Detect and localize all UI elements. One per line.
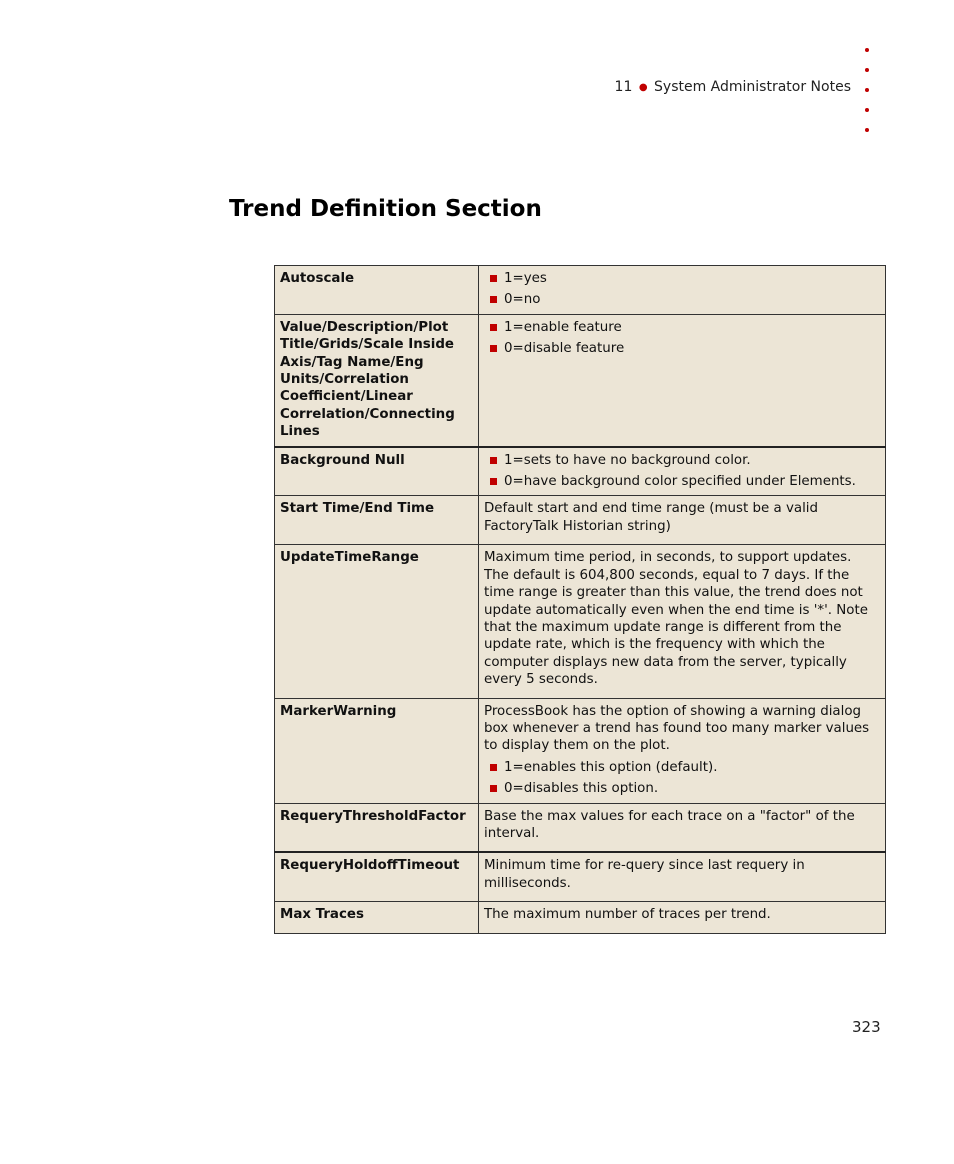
list-item — [484, 340, 880, 357]
list-item-text: 1=yes — [504, 271, 547, 286]
setting-description — [479, 902, 886, 933]
setting-name: RequeryHoldoffTimeout — [275, 852, 479, 901]
setting-name: Background Null — [275, 447, 479, 496]
table-row — [275, 545, 886, 698]
setting-name: MarkerWarning — [275, 698, 479, 803]
setting-name: RequeryThresholdFactor — [275, 803, 479, 852]
list-item-text: 1=enables this option (default). — [504, 759, 718, 775]
list-item — [484, 291, 880, 308]
page-number: 323 — [852, 1018, 881, 1036]
square-bullet-icon — [490, 324, 497, 331]
square-bullet-icon — [490, 345, 497, 352]
list-item — [484, 270, 880, 287]
bullet-list — [484, 270, 880, 309]
list-item — [484, 473, 880, 490]
table-row — [275, 266, 886, 315]
list-item — [484, 452, 880, 469]
list-item — [484, 780, 880, 797]
table-row — [275, 803, 886, 852]
section-title: Trend Definition Section — [229, 196, 542, 222]
list-item-text: 0=disable feature — [504, 341, 625, 357]
setting-description — [479, 266, 886, 315]
square-bullet-icon — [490, 275, 497, 282]
bullet-list — [484, 452, 880, 491]
margin-dots — [865, 48, 875, 148]
setting-name: Value/Description/Plot Title/Grids/Scale Inside Axis/Tag Name/Eng Units/Correlation Coefficient/Linear Correlation/Connecting Lines — [275, 314, 479, 446]
chapter-number: 11 — [614, 79, 633, 95]
table-row — [275, 902, 886, 933]
chapter-title: System Administrator Notes — [654, 79, 851, 95]
table-row — [275, 496, 886, 545]
square-bullet-icon — [490, 764, 497, 771]
bullet-list — [484, 759, 880, 798]
description-text: Minimum time for re-query since last requery in milliseconds. — [484, 858, 805, 891]
description-text: Maximum time period, in seconds, to support updates. The default is 604,800 seconds, equal to 7 days. If the time range is greater than this value, the trend does not update automatically even when the end time is '*'. Note that the maximum update range is different from the update rate, which is the frequency with which the computer displays new data from the server, typically every 5 seconds. — [484, 550, 868, 688]
setting-description — [479, 496, 886, 545]
list-item — [484, 759, 880, 776]
setting-description — [479, 852, 886, 901]
setting-description — [479, 545, 886, 698]
margin-dot — [865, 108, 869, 112]
margin-dot — [865, 88, 869, 92]
list-item-text: 0=disables this option. — [504, 781, 659, 797]
setting-description — [479, 803, 886, 852]
square-bullet-icon — [490, 478, 497, 485]
list-item — [484, 319, 880, 336]
setting-name: Start Time/End Time — [275, 496, 479, 545]
setting-name: UpdateTimeRange — [275, 545, 479, 698]
running-header — [615, 79, 851, 95]
setting-description — [479, 447, 886, 496]
margin-dot — [865, 68, 869, 72]
bullet-list — [484, 319, 880, 358]
list-item-text: 1=sets to have no background color. — [504, 452, 751, 468]
square-bullet-icon — [490, 785, 497, 792]
description-text: Default start and end time range (must be a valid FactoryTalk Historian string) — [484, 501, 819, 534]
square-bullet-icon — [490, 296, 497, 303]
bullet-dot-icon: ● — [638, 82, 648, 93]
list-item-text: 0=have background color specified under Elements. — [504, 474, 856, 490]
description-text: Base the max values for each trace on a "factor" of the interval. — [484, 808, 855, 841]
list-item-text: 1=enable feature — [504, 319, 622, 335]
description-text: ProcessBook has the option of showing a warning dialog box whenever a trend has found too many marker values to display them on the plot. — [484, 703, 870, 754]
list-item-text: 0=no — [504, 292, 541, 308]
setting-name: Max Traces — [275, 902, 479, 933]
table-row — [275, 447, 886, 496]
square-bullet-icon — [490, 457, 497, 464]
table-row — [275, 852, 886, 901]
margin-dot — [865, 128, 869, 132]
description-text: The maximum number of traces per trend. — [484, 907, 771, 923]
setting-description — [479, 314, 886, 446]
settings-table — [274, 265, 886, 934]
setting-description — [479, 698, 886, 803]
table-row — [275, 314, 886, 446]
setting-name: Autoscale — [275, 266, 479, 315]
margin-dot — [865, 48, 869, 52]
table-row — [275, 698, 886, 803]
